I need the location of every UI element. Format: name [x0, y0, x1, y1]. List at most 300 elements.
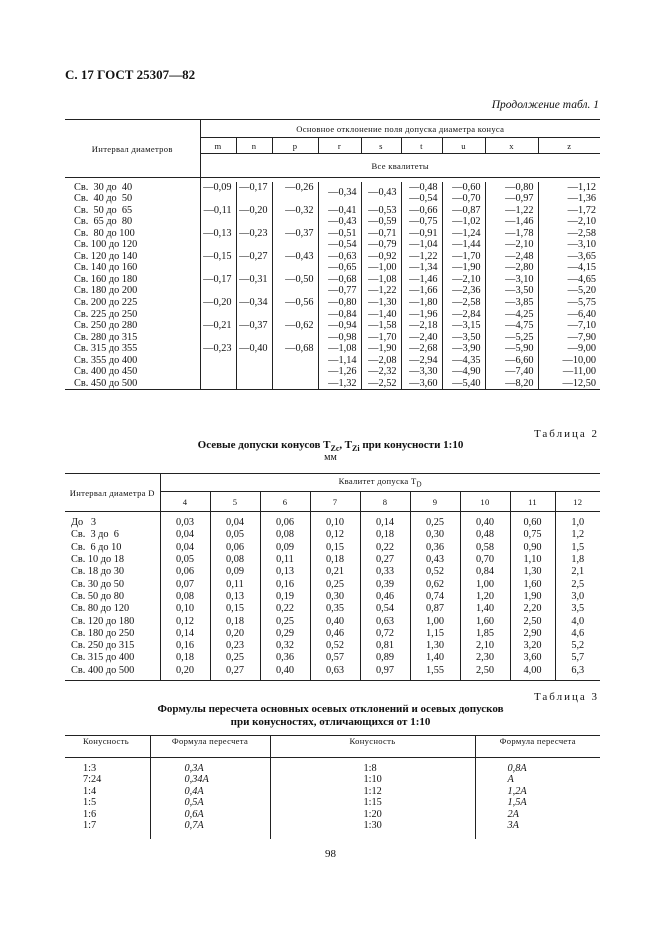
table3-taper-right: 1:10	[270, 774, 475, 786]
table1-cell-x: —0,80	[505, 181, 534, 193]
table1-cell-t: —3,30	[409, 366, 438, 378]
table2-cell: 0,03	[160, 517, 210, 529]
table2-cell: 3,20	[510, 639, 555, 651]
table2-group-header-text: Квалитет допуска T	[338, 476, 417, 487]
table1-cell-x: —4,25	[505, 308, 534, 320]
table2-cell: 0,18	[160, 652, 210, 664]
table2-interval: Св. 3 до 6	[71, 529, 119, 541]
table1-cell-x: —2,80	[505, 262, 534, 274]
table2-cell: 0,30	[410, 529, 460, 541]
table2-cell: 2,50	[510, 615, 555, 627]
table-row	[65, 627, 600, 639]
table2-cell: 0,43	[410, 553, 460, 565]
table1-cell-r: —1,26	[328, 366, 357, 378]
table2-row-header: Интервал диаметра D	[65, 474, 160, 512]
table2-title-main: Осевые допуски конусов T	[197, 439, 331, 451]
table2-cell: 1,40	[460, 603, 510, 615]
table1-cell-p: —0,62	[285, 320, 314, 332]
table3-formula-left: 0,4A	[150, 786, 270, 798]
table1-cell-t: —0,48	[409, 181, 438, 193]
table2-cell: 0,20	[210, 627, 260, 639]
table2-cell: 0,05	[160, 553, 210, 565]
table2-group-header	[160, 474, 600, 492]
table2-cell: 0,14	[160, 627, 210, 639]
table2-interval: Св. 6 до 10	[71, 541, 122, 553]
table1-cell-s: —1,22	[368, 285, 397, 297]
table1-cell-s: —0,59	[368, 216, 397, 228]
table1-cell-u: —1,90	[452, 262, 481, 274]
table3-taper-right: 1:30	[270, 820, 475, 832]
table1-cell-p: —0,56	[285, 296, 314, 308]
table3-taper-right: 1:8	[270, 763, 475, 775]
table1-column-z	[538, 182, 600, 390]
table2-cell: 0,16	[260, 578, 310, 590]
table1-cell-s: —2,08	[368, 354, 397, 366]
table2-cell: 0,08	[210, 553, 260, 565]
table1-cell-r: —1,08	[328, 343, 357, 355]
table2-title-sep: , T	[339, 439, 353, 451]
table2-cell: 0,27	[210, 664, 260, 676]
table3-title-line1: Формулы пересчета основных осевых отклонений и осевых допусков	[157, 703, 504, 715]
table1-cell-s: —1,30	[368, 296, 397, 308]
table1-cell-z: —5,75	[567, 296, 596, 308]
table1-cell-s: —1,90	[368, 343, 397, 355]
table1-cell-x: —7,40	[505, 366, 534, 378]
table1-interval: Св. 40 до 50	[74, 193, 133, 205]
table1-cell-r: —0,51	[328, 227, 357, 239]
table1-cell-t: —1,80	[409, 296, 438, 308]
table3-formula-left: 0,34A	[150, 774, 270, 786]
table1-cell-r: —0,41	[328, 204, 357, 216]
table1-cell-p: —0,43	[285, 250, 314, 262]
table1-interval: Св. 140 до 160	[74, 262, 138, 274]
table2-col-7: 7	[310, 492, 360, 512]
table-row	[65, 517, 600, 529]
table2-cell: 0,11	[260, 553, 310, 565]
table2-cell: 0,18	[360, 529, 410, 541]
table1-cell-m: —0,20	[203, 296, 232, 308]
table2-cell: 4,00	[510, 664, 555, 676]
table2-cell: 1,00	[410, 615, 460, 627]
table-row	[65, 664, 600, 676]
table2-cell: 0,22	[260, 603, 310, 615]
table3-formula-right: 1,2A	[475, 786, 600, 798]
table1-cell-s: —0,92	[368, 250, 397, 262]
table1-interval: Св. 50 до 65	[74, 204, 133, 216]
table1-cell-u: —1,02	[452, 216, 481, 228]
table-row	[65, 786, 600, 798]
table1-cell-m: —0,09	[203, 181, 232, 193]
table2-cell: 1,5	[555, 541, 600, 553]
table3-formula-right: 3A	[475, 820, 600, 832]
table-2	[65, 473, 600, 681]
table1-cell-t: —1,04	[409, 239, 438, 251]
table1-cell-n: —0,31	[239, 273, 268, 285]
table1-cell-m: —0,15	[203, 250, 232, 262]
table2-cell: 5,7	[555, 652, 600, 664]
table2-cell: 0,33	[360, 566, 410, 578]
table1-cell-t: —3,60	[409, 377, 438, 389]
table1-cell-n: —0,27	[239, 250, 268, 262]
table1-interval: Св. 280 до 315	[74, 331, 138, 343]
table2-cell: 0,29	[260, 627, 310, 639]
table1-subheader: Все квалитеты	[200, 154, 600, 178]
table2-title-sub1: Zc	[330, 444, 340, 454]
table1-col-r: r	[318, 138, 361, 154]
table-row	[65, 603, 600, 615]
table2-interval: Св. 120 до 180	[71, 615, 135, 627]
table2-cell: 0,10	[310, 517, 360, 529]
table1-cell-t: —1,34	[409, 262, 438, 274]
table2-cell: 0,25	[260, 615, 310, 627]
table1-cell-r: —0,80	[328, 296, 357, 308]
table1-column-m	[200, 182, 236, 390]
table2-cell: 0,19	[260, 590, 310, 602]
table2-cell: 4,6	[555, 627, 600, 639]
table1-cell-u: —3,90	[452, 343, 481, 355]
page-number: 98	[325, 848, 336, 860]
table2-interval: Св. 400 до 500	[71, 664, 135, 676]
table1-cell-t: —0,91	[409, 227, 438, 239]
table1-column-t	[401, 182, 442, 390]
table1-cell-u: —4,90	[452, 366, 481, 378]
table1-cell-z: —4,15	[567, 262, 596, 274]
table1-cell-m: —0,21	[203, 320, 232, 332]
table1-cell-z: —5,20	[567, 285, 596, 297]
table-row	[65, 809, 600, 821]
table3-header-taper-right: Конусность	[270, 736, 475, 758]
table3-header-formula-left: Формула пересчета	[150, 736, 270, 758]
table1-cell-u: —2,10	[452, 273, 481, 285]
table2-col-4: 4	[160, 492, 210, 512]
table2-cell: 3,5	[555, 603, 600, 615]
table2-cell: 0,30	[310, 590, 360, 602]
table1-cell-x: —5,90	[505, 343, 534, 355]
table2-cell: 1,30	[510, 566, 555, 578]
table1-cell-x: —3,50	[505, 285, 534, 297]
table3-formula-left: 0,3A	[150, 763, 270, 775]
table1-interval: Св. 355 до 400	[74, 354, 138, 366]
table-row	[65, 652, 600, 664]
table1-col-u: u	[442, 138, 485, 154]
table1-cell-p: —0,50	[285, 273, 314, 285]
table1-cell-t: —2,94	[409, 354, 438, 366]
table2-interval: Св. 315 до 400	[71, 652, 135, 664]
table-row	[65, 797, 600, 809]
table1-column-p	[272, 182, 318, 390]
table1-cell-t: —1,46	[409, 273, 438, 285]
table1-cell-x: —1,22	[505, 204, 534, 216]
table2-cell: 0,23	[210, 639, 260, 651]
table3-taper-left: 1:6	[83, 808, 97, 820]
table2-interval: Св. 30 до 50	[71, 578, 125, 590]
table3-taper-left: 1:3	[83, 762, 97, 774]
table1-cell-x: —3,10	[505, 273, 534, 285]
table1-cell-z: —10,00	[562, 354, 596, 366]
table1-interval: Св. 180 до 200	[74, 285, 138, 297]
table2-cell: 1,0	[555, 517, 600, 529]
table1-cell-r: —0,34	[328, 186, 357, 198]
table1-cell-u: —0,70	[452, 193, 481, 205]
table1-cell-z: —1,12	[567, 181, 596, 193]
table1-cell-z: —2,10	[567, 216, 596, 228]
table2-cell: 0,25	[310, 578, 360, 590]
table1-cell-s: —0,43	[368, 186, 397, 198]
table2-cell: 0,84	[460, 566, 510, 578]
table2-cell: 0,54	[360, 603, 410, 615]
table1-interval-column	[65, 182, 200, 390]
table3-taper-left: 1:5	[83, 797, 97, 808]
table1-cell-t: —0,54	[409, 193, 438, 205]
table2-cell: 1,10	[510, 553, 555, 565]
table2-cell: 0,63	[360, 615, 410, 627]
table1-cell-u: —2,84	[452, 308, 481, 320]
table2-cell: 5,2	[555, 639, 600, 651]
table3-formula-left: 0,6A	[150, 809, 270, 821]
table1-cell-x: —2,10	[505, 239, 534, 251]
table2-cell: 0,14	[360, 517, 410, 529]
table1-cell-r: —0,94	[328, 320, 357, 332]
table2-cell: 0,08	[260, 529, 310, 541]
table2-interval: Св. 250 до 315	[71, 640, 135, 652]
table1-cell-u: —4,35	[452, 354, 481, 366]
table1-cell-n: —0,40	[239, 343, 268, 355]
table2-cell: 0,12	[160, 615, 210, 627]
table1-cell-n: —0,37	[239, 320, 268, 332]
table2-cell: 0,18	[210, 615, 260, 627]
table1-cell-x: —0,97	[505, 193, 534, 205]
table1-cell-r: —0,54	[328, 239, 357, 251]
table2-cell: 3,0	[555, 590, 600, 602]
table2-col-5: 5	[210, 492, 260, 512]
table2-cell: 0,63	[310, 664, 360, 676]
table2-col-12: 12	[555, 492, 600, 512]
table2-cell: 0,90	[510, 541, 555, 553]
table2-cell: 0,74	[410, 590, 460, 602]
table1-group-header: Основное отклонение поля допуска диаметра конуса	[200, 120, 600, 138]
table2-cell: 0,36	[260, 652, 310, 664]
table2-label: Таблица 2	[533, 428, 599, 440]
table-row	[65, 529, 600, 541]
table-row	[65, 590, 600, 602]
table2-cell: 0,36	[410, 541, 460, 553]
table2-cell: 0,15	[210, 603, 260, 615]
table1-cell-r: —0,68	[328, 273, 357, 285]
table2-cell: 1,90	[510, 590, 555, 602]
table1-interval: Св. 30 до 40	[74, 181, 133, 193]
table2-cell: 0,11	[210, 578, 260, 590]
table2-cell: 6,3	[555, 664, 600, 676]
table2-col-10: 10	[460, 492, 510, 512]
table1-cell-r: —0,43	[328, 216, 357, 228]
table3-header-formula-right: Формула пересчета	[475, 736, 600, 758]
table3-taper-left: 7:24	[83, 774, 102, 785]
table3-formula-right: 1,5A	[475, 797, 600, 809]
table1-cell-u: —3,50	[452, 331, 481, 343]
table1-interval: Св. 225 до 250	[74, 308, 138, 320]
table3-header-taper-left: Конусность	[83, 736, 129, 746]
table1-cell-s: —2,52	[368, 377, 397, 389]
table1-cell-u: —3,15	[452, 320, 481, 332]
table1-cell-s: —0,53	[368, 204, 397, 216]
table1-cell-x: —4,75	[505, 320, 534, 332]
table2-cell: 2,90	[510, 627, 555, 639]
table1-col-n: n	[236, 138, 272, 154]
table2-cell: 2,5	[555, 578, 600, 590]
table2-col-6: 6	[260, 492, 310, 512]
table2-cell: 0,07	[160, 578, 210, 590]
table2-cell: 0,57	[310, 652, 360, 664]
table1-cell-s: —1,40	[368, 308, 397, 320]
table2-cell: 0,87	[410, 603, 460, 615]
table2-cell: 0,60	[510, 517, 555, 529]
table1-interval: Св. 450 до 500	[74, 377, 138, 389]
table2-cell: 1,60	[460, 615, 510, 627]
table1-cell-s: —1,08	[368, 273, 397, 285]
table2-cell: 0,04	[160, 541, 210, 553]
table3-formula-right: 0,8A	[475, 763, 600, 775]
table-1	[65, 119, 600, 390]
table-continuation-note: Продолжение табл. 1	[491, 99, 599, 111]
table1-cell-m: —0,13	[203, 227, 232, 239]
table1-cell-s: —0,79	[368, 239, 397, 251]
table3-taper-right: 1:20	[270, 809, 475, 821]
table2-cell: 2,1	[555, 566, 600, 578]
table1-interval: Св. 315 до 355	[74, 343, 138, 355]
table2-cell: 0,06	[260, 517, 310, 529]
table1-cell-r: —0,65	[328, 262, 357, 274]
table2-cell: 1,40	[410, 652, 460, 664]
table3-title-line2: при конусностях, отличающихся от 1:10	[230, 716, 431, 728]
table1-cell-z: —6,40	[567, 308, 596, 320]
table1-cell-z: —7,10	[567, 320, 596, 332]
table2-cell: 0,25	[410, 517, 460, 529]
table2-cell: 0,62	[410, 578, 460, 590]
table2-cell: 0,16	[160, 639, 210, 651]
table-row	[65, 820, 600, 832]
table1-cell-t: —2,40	[409, 331, 438, 343]
table2-cell: 0,72	[360, 627, 410, 639]
table2-cell: 2,10	[460, 639, 510, 651]
table2-interval: До 3	[71, 517, 97, 529]
table1-cell-t: —0,75	[409, 216, 438, 228]
table1-col-p: p	[272, 138, 318, 154]
table1-cell-s: —0,71	[368, 227, 397, 239]
table2-cell: 0,06	[210, 541, 260, 553]
table2-cell: 0,40	[260, 664, 310, 676]
table1-cell-u: —2,36	[452, 285, 481, 297]
table1-cell-p: —0,32	[285, 204, 314, 216]
table2-cell: 1,30	[410, 639, 460, 651]
table2-interval: Св. 180 до 250	[71, 627, 135, 639]
table1-cell-m: —0,17	[203, 273, 232, 285]
table1-cell-p: —0,68	[285, 343, 314, 355]
table1-column-n	[236, 182, 272, 390]
table3-taper-right: 1:15	[270, 797, 475, 809]
table1-cell-z: —1,72	[567, 204, 596, 216]
table2-cell: 0,22	[360, 541, 410, 553]
table2-cell: 0,09	[210, 566, 260, 578]
table1-interval: Св. 100 до 120	[74, 239, 138, 251]
table1-interval: Св. 80 до 100	[74, 227, 135, 239]
table1-cell-u: —1,44	[452, 239, 481, 251]
table1-col-t: t	[401, 138, 442, 154]
table2-cell: 0,40	[460, 517, 510, 529]
table1-cell-m: —0,11	[203, 204, 232, 216]
table1-cell-x: —5,25	[505, 331, 534, 343]
table1-column-x	[485, 182, 538, 390]
table2-cell: 0,81	[360, 639, 410, 651]
table1-cell-z: —1,36	[567, 193, 596, 205]
table2-col-8: 8	[360, 492, 410, 512]
table2-cell: 0,06	[160, 566, 210, 578]
table2-cell: 0,21	[310, 566, 360, 578]
table-row	[65, 566, 600, 578]
table2-interval: Св. 50 до 80	[71, 590, 125, 602]
table-row	[65, 615, 600, 627]
table1-cell-r: —0,77	[328, 285, 357, 297]
table1-interval: Св. 200 до 225	[74, 296, 138, 308]
table2-cell: 0,15	[310, 541, 360, 553]
table1-cell-z: —3,10	[567, 239, 596, 251]
table1-interval: Св. 160 до 180	[74, 273, 138, 285]
table2-cell: 0,04	[160, 529, 210, 541]
table1-cell-t: —2,18	[409, 320, 438, 332]
table2-cell: 0,97	[360, 664, 410, 676]
table2-cell: 2,20	[510, 603, 555, 615]
table2-cell: 1,20	[460, 590, 510, 602]
table2-cell: 1,85	[460, 627, 510, 639]
table1-col-m: m	[200, 138, 236, 154]
table1-cell-r: —0,84	[328, 308, 357, 320]
table1-cell-m: —0,23	[203, 343, 232, 355]
table1-cell-z: —4,65	[567, 273, 596, 285]
table1-cell-n: —0,17	[239, 181, 268, 193]
table1-col-z: z	[538, 138, 600, 154]
table2-cell: 0,46	[310, 627, 360, 639]
table2-cell: 0,35	[310, 603, 360, 615]
table2-group-header-sub: D	[416, 480, 422, 489]
table2-cell: 0,70	[460, 553, 510, 565]
table1-cell-u: —1,24	[452, 227, 481, 239]
table1-cell-x: —6,60	[505, 354, 534, 366]
table2-cell: 1,00	[460, 578, 510, 590]
table2-cell: 0,13	[260, 566, 310, 578]
table1-cell-t: —1,66	[409, 285, 438, 297]
table1-cell-u: —2,58	[452, 296, 481, 308]
table1-cell-n: —0,20	[239, 204, 268, 216]
table1-cell-n: —0,23	[239, 227, 268, 239]
table1-cell-x: —2,48	[505, 250, 534, 262]
table1-cell-s: —1,70	[368, 331, 397, 343]
table3-taper-left: 1:4	[83, 785, 97, 797]
table2-cell: 0,40	[310, 615, 360, 627]
table2-cell: 0,13	[210, 590, 260, 602]
table3-formula-left: 0,7A	[150, 820, 270, 832]
table1-cell-r: —1,14	[328, 354, 357, 366]
table2-cell: 2,30	[460, 652, 510, 664]
table2-cell: 0,52	[310, 639, 360, 651]
page-header: С. 17 ГОСТ 25307—82	[65, 67, 196, 82]
table2-cell: 0,89	[360, 652, 410, 664]
table1-cell-s: —1,58	[368, 320, 397, 332]
table2-cell: 0,52	[410, 566, 460, 578]
table-row	[65, 541, 600, 553]
table2-cell: 0,05	[210, 529, 260, 541]
table2-cell: 1,55	[410, 664, 460, 676]
table3-taper-left: 1:7	[83, 820, 97, 831]
table-row	[65, 578, 600, 590]
